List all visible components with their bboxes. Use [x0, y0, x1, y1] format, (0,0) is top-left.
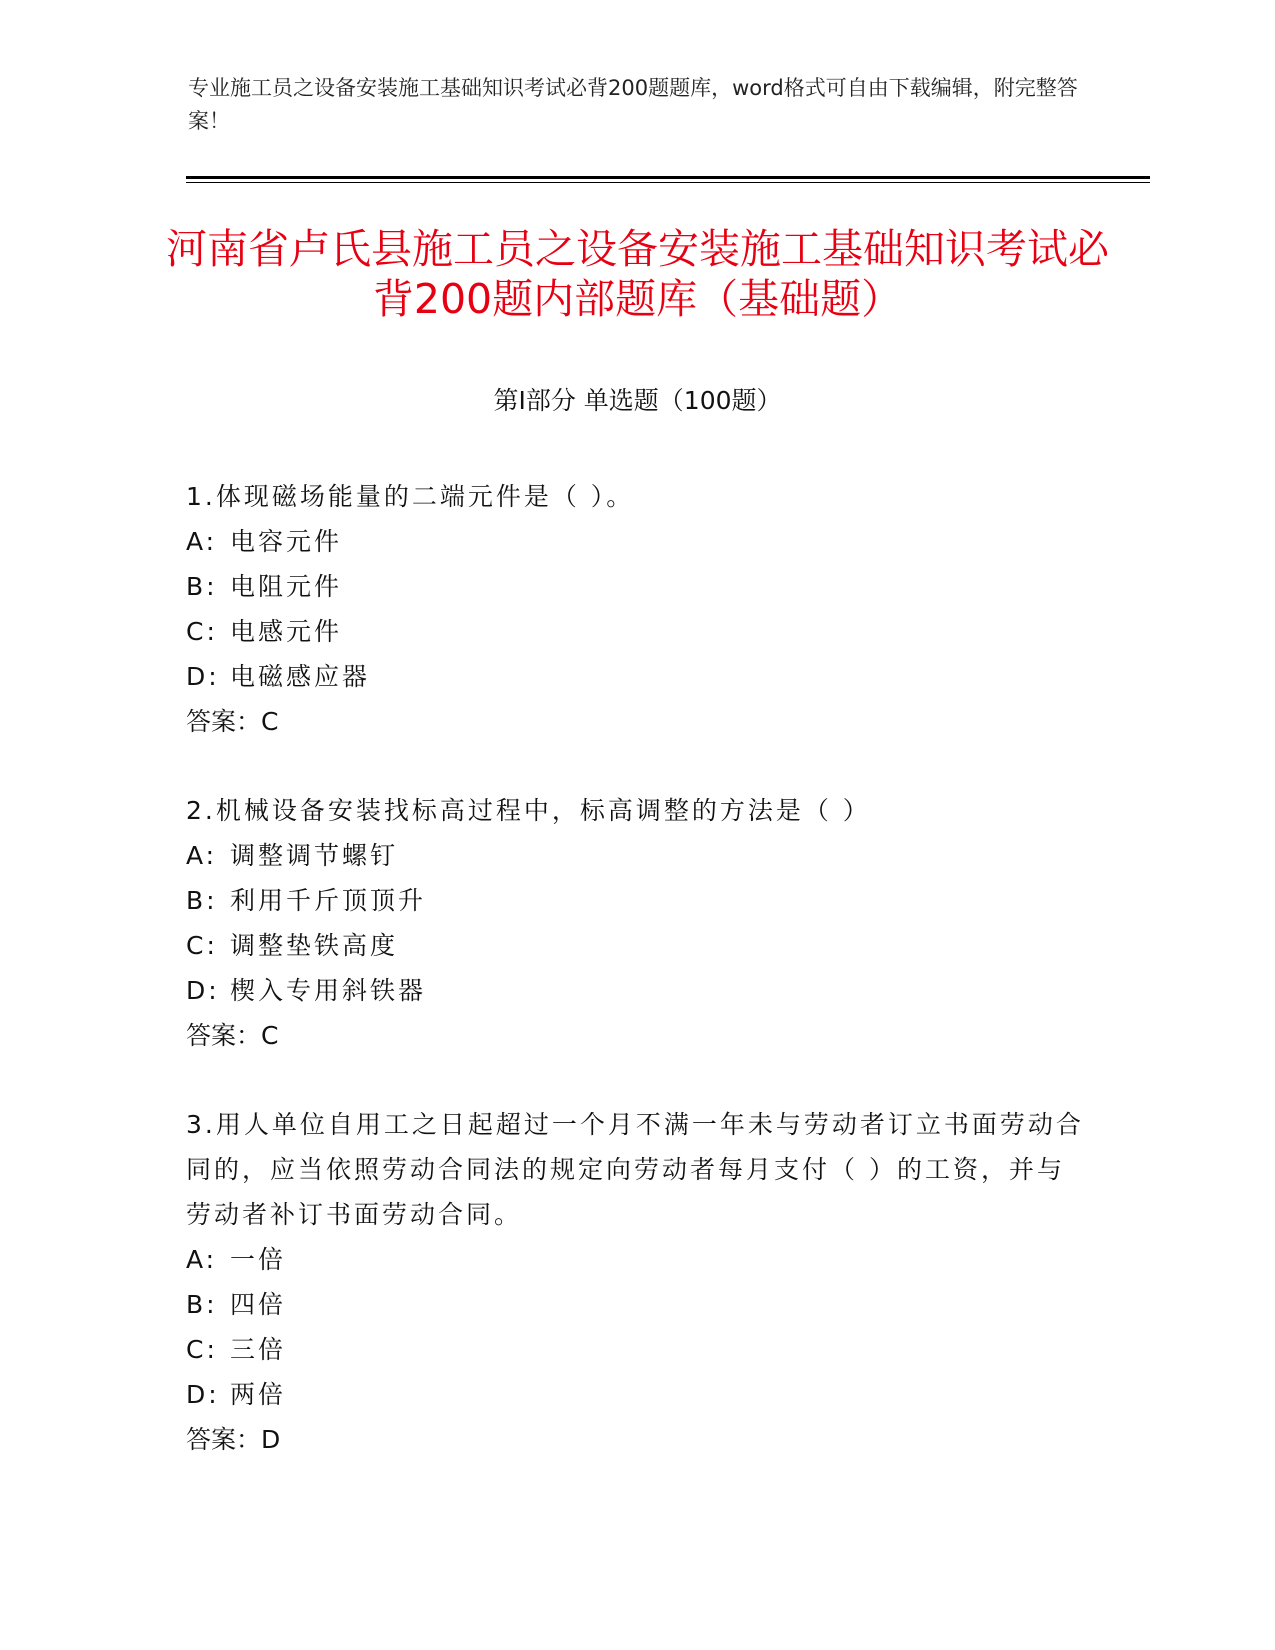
question-stem: 3.用人单位自用工之日起超过一个月不满一年未与劳动者订立书面劳动合同的，应当依照劳动合同法的规定向劳动者每月支付（ ）的工资，并与劳动者补订书面劳动合同。 [186, 1110, 1084, 1229]
option-text: 一倍 [230, 1245, 287, 1274]
document-title: 河南省卢氏县施工员之设备安装施工基础知识考试必背200题内部题库（基础题） [166, 225, 1109, 323]
option-text: 调整调节螺钉 [230, 841, 399, 870]
option-d [186, 968, 1086, 1013]
option-letter: C: [186, 931, 218, 960]
option-text: 利用千斤顶顶升 [230, 886, 427, 915]
option-letter: D: [186, 976, 220, 1005]
question-stem: 1.体现磁场能量的二端元件是（ ）。 [186, 482, 635, 511]
answer-line: 答案：D [186, 1425, 281, 1454]
option-c [186, 1327, 1086, 1372]
option-a [186, 1237, 1086, 1282]
option-letter: A: [186, 527, 218, 556]
question-list [186, 474, 1086, 1506]
option-text: 电容元件 [230, 527, 343, 556]
header-rule-thin [186, 182, 1150, 183]
option-letter: B: [186, 1290, 218, 1319]
option-b [186, 1282, 1086, 1327]
option-b [186, 878, 1086, 923]
option-letter: C: [186, 617, 218, 646]
option-list [186, 833, 1086, 1013]
option-list [186, 1237, 1086, 1417]
header-rule-thick [186, 176, 1150, 179]
section-heading: 第Ⅰ部分 单选题（100题） [493, 386, 782, 415]
option-c [186, 609, 1086, 654]
option-text: 电磁感应器 [230, 662, 371, 691]
option-a [186, 833, 1086, 878]
option-text: 楔入专用斜铁器 [230, 976, 427, 1005]
answer-line: 答案：C [186, 707, 279, 736]
answer-line: 答案：C [186, 1021, 279, 1050]
option-c [186, 923, 1086, 968]
option-text: 两倍 [230, 1380, 287, 1409]
option-letter: B: [186, 572, 218, 601]
option-list [186, 519, 1086, 699]
option-text: 调整垫铁高度 [230, 931, 399, 960]
option-letter: A: [186, 841, 218, 870]
header-note: 专业施工员之设备安装施工基础知识考试必背200题题库，word格式可自由下载编辑，附完整答案！ [188, 76, 1078, 133]
option-letter: A: [186, 1245, 218, 1274]
option-d [186, 1372, 1086, 1417]
option-b [186, 564, 1086, 609]
option-letter: D: [186, 1380, 220, 1409]
option-letter: C: [186, 1335, 218, 1364]
option-letter: D: [186, 662, 220, 691]
option-text: 四倍 [230, 1290, 287, 1319]
option-d [186, 654, 1086, 699]
option-a [186, 519, 1086, 564]
option-letter: B: [186, 886, 218, 915]
question-2 [186, 788, 1086, 1058]
question-3 [186, 1102, 1086, 1462]
question-1 [186, 474, 1086, 744]
question-stem: 2.机械设备安装找标高过程中，标高调整的方法是（ ） [186, 796, 871, 825]
option-text: 三倍 [230, 1335, 287, 1364]
option-text: 电感元件 [230, 617, 343, 646]
option-text: 电阻元件 [230, 572, 343, 601]
